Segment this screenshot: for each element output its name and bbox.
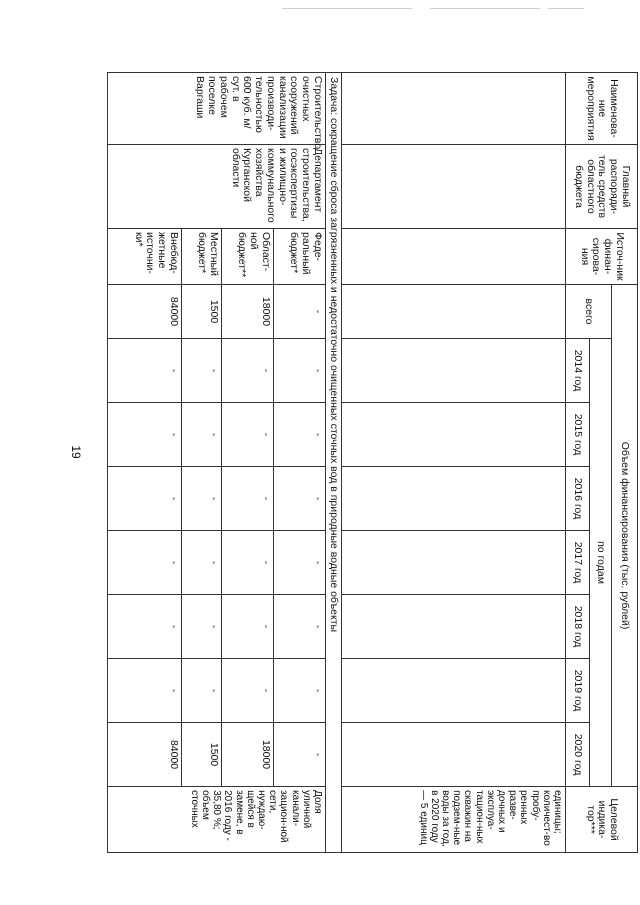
source-cell: Местный бюджет* xyxy=(182,229,222,285)
source-cell: Област-ной бюджет** xyxy=(222,229,274,285)
value-cell: - xyxy=(182,403,222,467)
value-cell: - xyxy=(222,595,274,659)
financing-table xyxy=(107,72,638,853)
header-source: Источ-ник финан-сирова-ния xyxy=(566,229,638,285)
empty-cell xyxy=(342,723,566,787)
value-cell: - xyxy=(182,659,222,723)
empty-cell xyxy=(342,229,566,285)
financing-table-rotated xyxy=(108,72,638,852)
header-year-2016: 2016 год xyxy=(566,467,590,531)
value-cell: - xyxy=(108,595,182,659)
value-cell: - xyxy=(222,659,274,723)
task-row xyxy=(326,73,342,853)
value-cell: - xyxy=(274,467,326,531)
value-cell: - xyxy=(274,723,326,787)
indicator-cell: Доля уличной канали-зацион-ной сети, нуждаю-щейся в замене, в 2016 году - 35,80 %; объем сточных xyxy=(108,787,326,853)
value-cell: - xyxy=(108,339,182,403)
header-financing: Объем финансирования (тыс. рублей) xyxy=(612,285,638,787)
value-cell: - xyxy=(222,531,274,595)
header-total: всего xyxy=(566,285,612,339)
value-cell: - xyxy=(108,531,182,595)
total-cell: - xyxy=(274,285,326,339)
empty-cell xyxy=(342,145,566,229)
source-cell: Феде-ральный бюджет* xyxy=(274,229,326,285)
empty-cell xyxy=(342,339,566,403)
header-year-2015: 2015 год xyxy=(566,403,590,467)
scan-artifact-line xyxy=(548,8,584,9)
task-text: Задача: сокращение сброса загрязненных и недостаточно очищенных сточных вод в природные водные объекты xyxy=(326,73,342,853)
empty-cell xyxy=(342,403,566,467)
value-cell: - xyxy=(182,467,222,531)
table-row xyxy=(274,73,326,853)
value-cell: - xyxy=(222,467,274,531)
value-cell: - xyxy=(274,403,326,467)
empty-cell xyxy=(342,659,566,723)
value-cell: 18000 xyxy=(222,723,274,787)
value-cell: - xyxy=(274,595,326,659)
value-cell: - xyxy=(108,659,182,723)
total-cell: 84000 xyxy=(108,285,182,339)
value-cell: - xyxy=(182,531,222,595)
total-cell: 1500 xyxy=(182,285,222,339)
header-year-2017: 2017 год xyxy=(566,531,590,595)
header-by-years: по годам xyxy=(590,339,612,787)
value-cell: - xyxy=(222,339,274,403)
empty-cell xyxy=(342,285,566,339)
empty-cell xyxy=(342,73,566,145)
rotated-page-area xyxy=(108,72,638,852)
value-cell: - xyxy=(274,339,326,403)
header-year-2019: 2019 год xyxy=(566,659,590,723)
value-cell: - xyxy=(182,595,222,659)
empty-cell xyxy=(342,595,566,659)
header-indicator: Целевой индика-тор*** xyxy=(566,787,638,853)
header-year-2018: 2018 год xyxy=(566,595,590,659)
value-cell: - xyxy=(182,339,222,403)
manager-name: Департамент строительства, госэкспертизы и жилищно-коммунального хозяйства Курганской области xyxy=(108,145,326,229)
header-activity: Наименова-ние мероприятия xyxy=(566,73,638,145)
activity-name: Строительство очистных сооружений канализации производи-тельностью 600 куб. м/сут. в рабочем поселке Варгаши xyxy=(108,73,326,145)
header-year-2020: 2020 год xyxy=(566,723,590,787)
total-cell: 18000 xyxy=(222,285,274,339)
value-cell: - xyxy=(108,403,182,467)
header-manager: Главный распоряди-тель средств областного бюджета xyxy=(566,145,638,229)
value-cell: - xyxy=(274,531,326,595)
page-number: 19 xyxy=(69,445,83,459)
table-row-continued xyxy=(342,73,566,853)
empty-cell xyxy=(342,467,566,531)
empty-cell xyxy=(342,531,566,595)
source-cell: Внебюд-жетные источни-ки* xyxy=(108,229,182,285)
value-cell: 84000 xyxy=(108,723,182,787)
indicator-continued: единицы; количест-во пробу-ренных разве-дочных и эксплуа-тацион-ных скважин на подзем-ные воды за год, в 2020 году — 5 единиц xyxy=(342,787,566,853)
value-cell: - xyxy=(274,659,326,723)
value-cell: - xyxy=(108,467,182,531)
header-year-2014: 2014 год xyxy=(566,339,590,403)
value-cell: 1500 xyxy=(182,723,222,787)
scan-artifact-line xyxy=(282,8,412,9)
value-cell: - xyxy=(222,403,274,467)
scan-artifact-line xyxy=(430,8,540,9)
